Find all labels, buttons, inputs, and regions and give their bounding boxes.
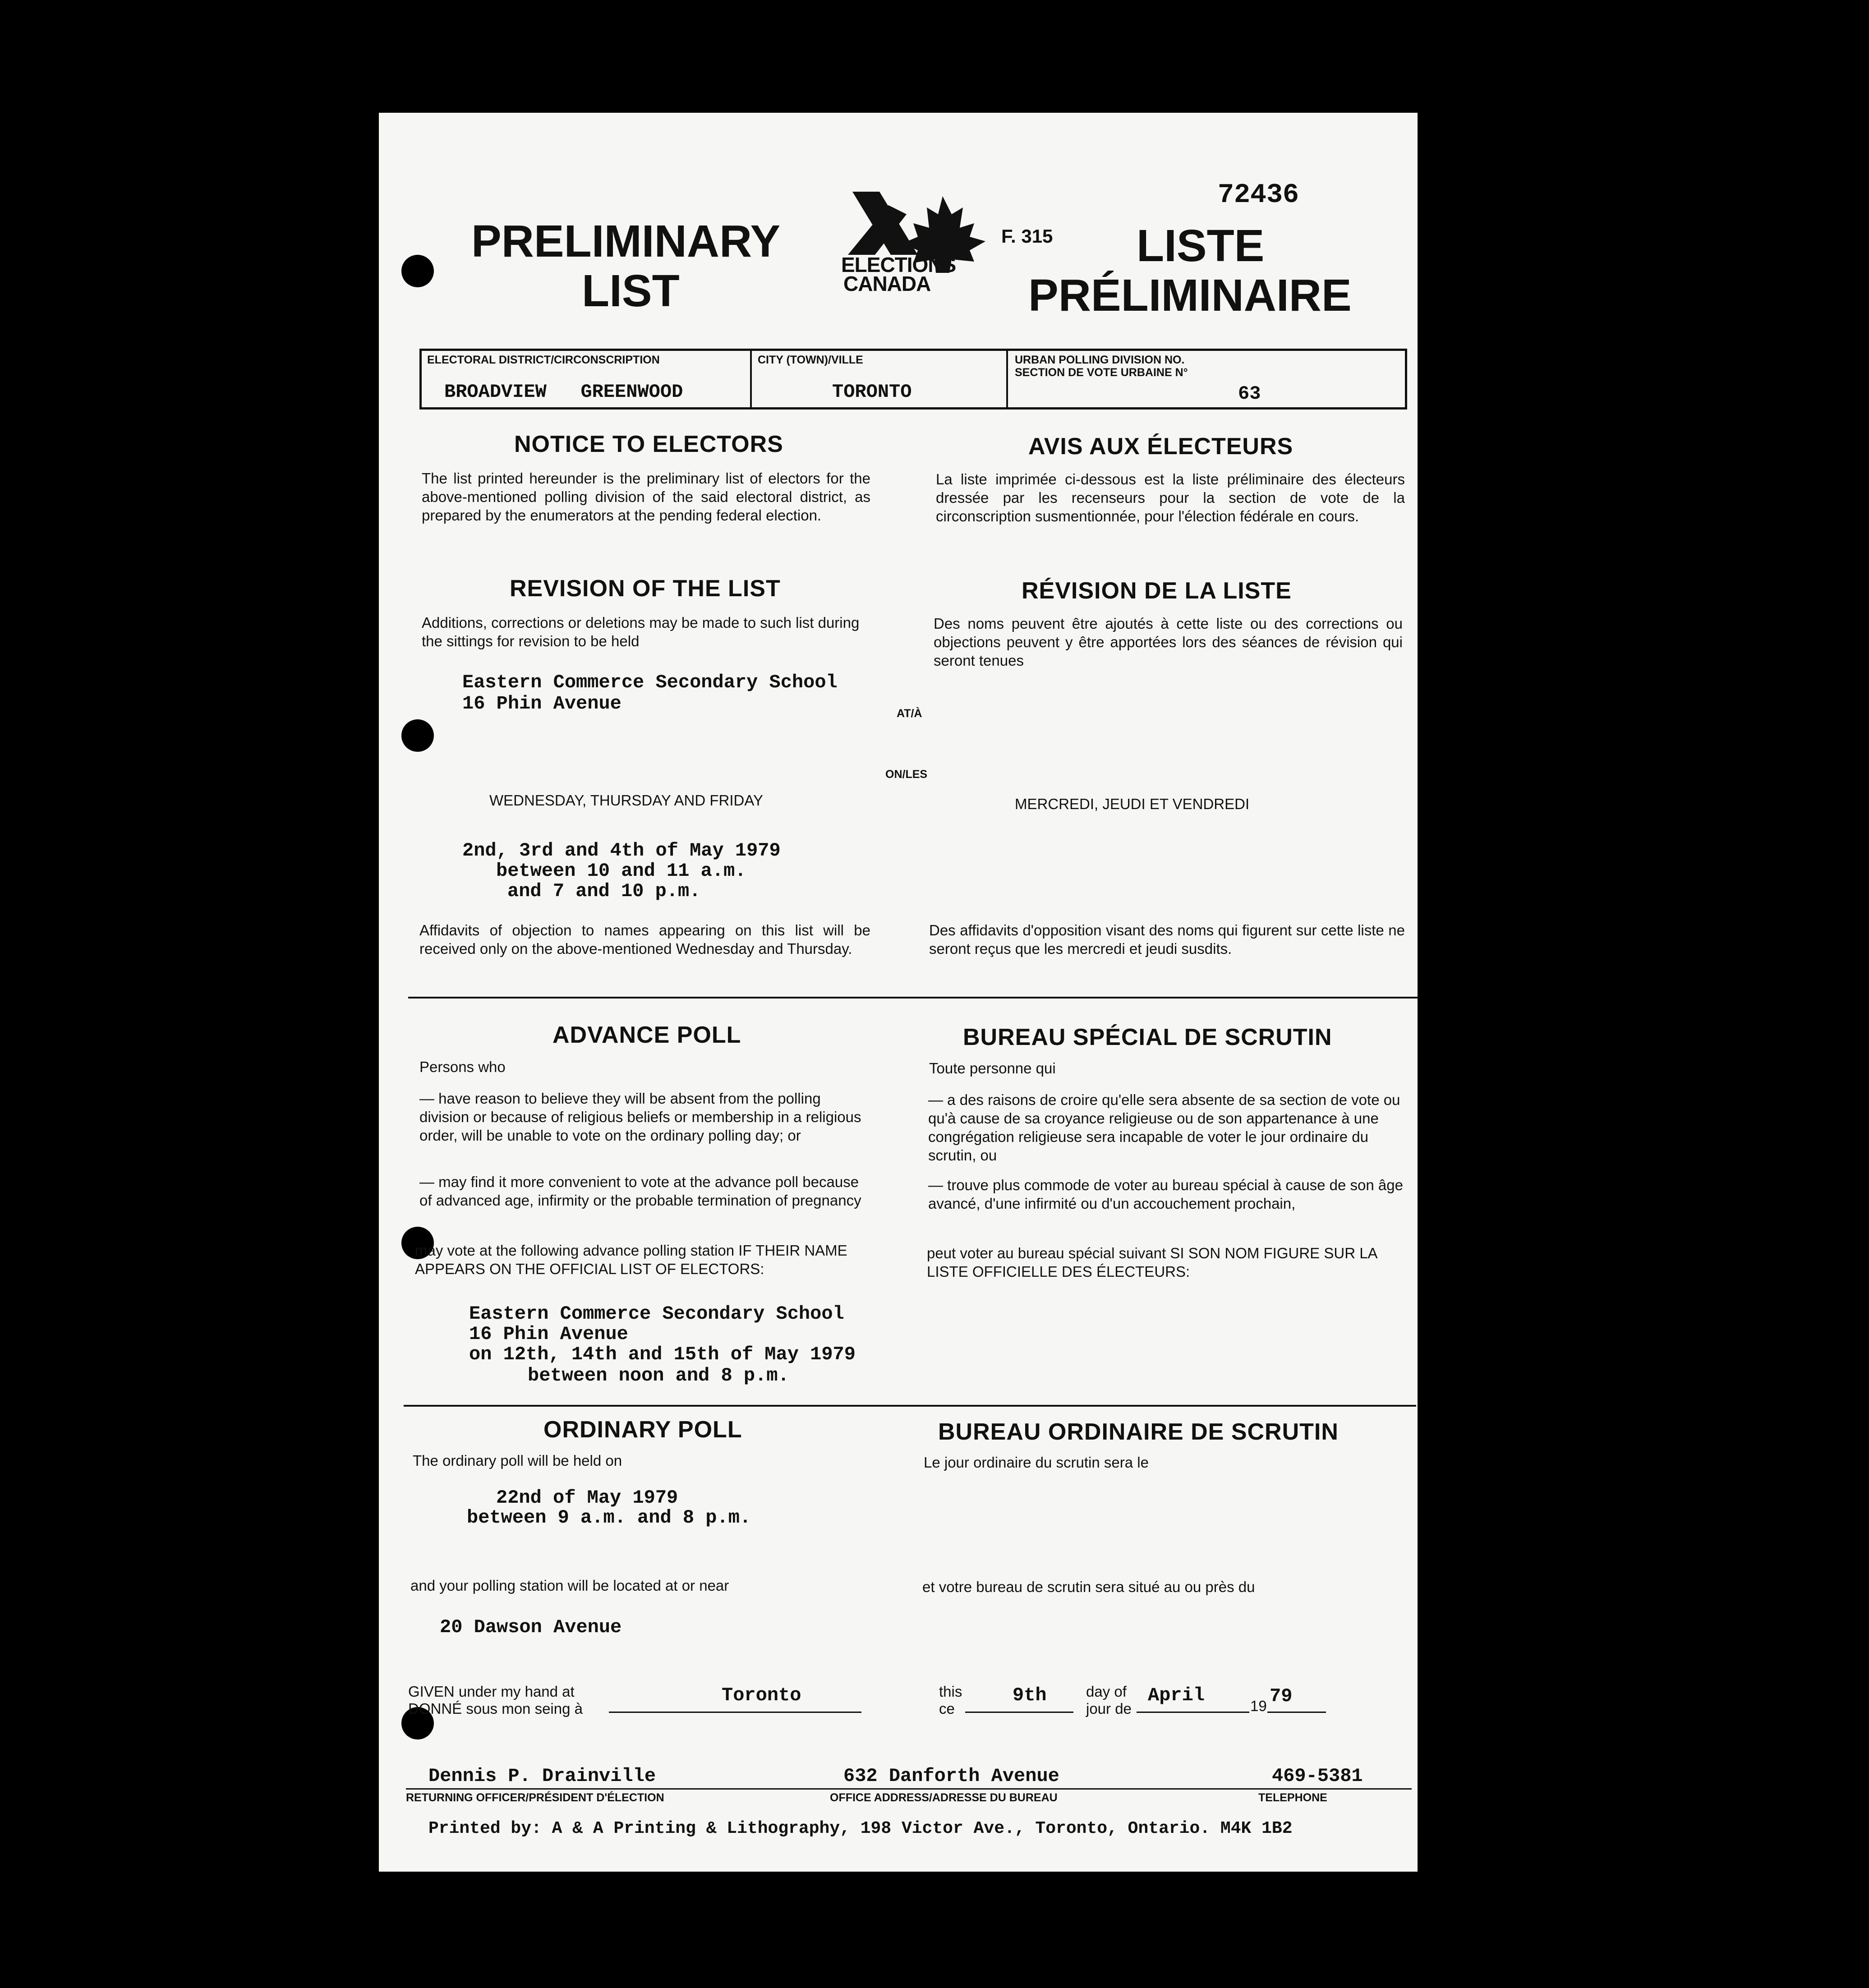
this-label-en: this [939,1683,962,1700]
punch-hole [401,719,434,752]
left-title-line2: LIST [582,266,680,316]
affidavit-text-fr: Des affidavits d'opposition visant des noms qui figurent sur cette liste ne seront reçus que les mercredi et jeudi susdits. [929,922,1405,957]
division-value: 63 [1238,383,1261,405]
revision-location-line2: 16 Phin Avenue [462,693,621,714]
revision-heading-en: REVISION OF THE LIST [510,575,781,602]
revision-days-fr: MERCREDI, JEUDI ET VENDREDI [1015,796,1250,812]
district-label: ELECTORAL DISTRICT/CIRCONSCRIPTION [427,354,660,366]
place-value: Toronto [722,1684,801,1706]
this-label-fr: ce [939,1700,955,1717]
section-divider [404,1405,1416,1407]
city-value: TORONTO [832,381,912,403]
city-label: CITY (TOWN)/VILLE [758,354,863,366]
right-title-line1: LISTE [1137,221,1265,271]
dayof-label-en: day of [1086,1683,1127,1700]
info-box [419,349,1407,410]
station-text-en: and your polling station will be located at or near [410,1577,729,1594]
affidavit-text-en: Affidavits of objection to names appearing on this list will be received only on the above-mentioned Wednesday and Thursday. [419,922,870,957]
notice-text-fr: La liste imprimée ci-dessous est la liste préliminaire des électeurs dressée par les recenseurs pour la section de vote de la circonscription susmentionnée, pour l'élection fédérale en cours. [936,471,1405,525]
advance-intro-en: Persons who [419,1058,506,1075]
advance-location-line1: Eastern Commerce Secondary School [469,1303,844,1325]
advance-closing-fr: peut voter au bureau spécial suivant SI SON NOM FIGURE SUR LA LISTE OFFICIELLE DES ÉLECTEURS: [927,1245,1377,1280]
advance-item1-fr: — a des raisons de croire qu'elle sera absente de sa section de vote ou qu'à cause de sa croyance religieuse ou de son appartenance à une congrégation religieuse sera incapable de voter le jour ordinaire du scrutin, ou [928,1091,1400,1164]
month-value: April [1148,1684,1205,1706]
revision-text-fr: Des noms peuvent être ajoutés à cette liste ou des corrections ou objections peuvent y être apportées lors des séances de révision qui seront tenues [934,615,1403,669]
division-label-1: URBAN POLLING DIVISION NO. [1015,354,1185,366]
notice-text-en: The list printed hereunder is the preliminary list of electors for the above-mentioned polling division of the said electoral district, as prepared by the enumerators at the pending federal election. [422,470,870,524]
revision-heading-fr: RÉVISION DE LA LISTE [1022,578,1292,604]
ordinary-date-line1: 22nd of May 1979 [496,1487,678,1509]
advance-intro-fr: Toute personne qui [929,1060,1056,1077]
advance-location-line3: on 12th, 14th and 15th of May 1979 [469,1344,856,1365]
revision-days-en: WEDNESDAY, THURSDAY AND FRIDAY [489,792,763,809]
address-value: 632 Danforth Avenue [843,1765,1059,1787]
serial-number: 72436 [1218,180,1299,211]
day-underline [965,1712,1073,1713]
advance-poll-heading-en: ADVANCE POLL [552,1022,741,1048]
advance-item2-fr: — trouve plus commode de voter au bureau spécial à cause de son âge avancé, d'une infirmité ou d'un accouchement prochain, [928,1177,1403,1212]
revision-dates-line2: between 10 and 11 a.m. [496,860,746,882]
officer-label: RETURNING OFFICER/PRÉSIDENT D'ÉLECTION [406,1791,664,1804]
form-number: F. 315 [1001,225,1053,247]
elections-canada-logo [839,187,992,300]
punch-hole [401,255,434,287]
advance-poll-heading-fr: BUREAU SPÉCIAL DE SCRUTIN [963,1024,1332,1050]
district-value: BROADVIEW GREENWOOD [444,381,683,403]
left-title-line1: PRELIMINARY [471,216,781,267]
document-page [379,113,1418,1872]
day-value: 9th [1013,1684,1047,1706]
address-label: OFFICE ADDRESS/ADRESSE DU BUREAU [830,1791,1058,1804]
month-underline [1137,1712,1249,1713]
revision-location-line1: Eastern Commerce Secondary School [462,672,838,693]
station-value: 20 Dawson Avenue [440,1616,622,1638]
dayof-label-fr: jour de [1086,1700,1132,1717]
right-title-line2: PRÉLIMINAIRE [1028,270,1352,321]
ordinary-text-en: The ordinary poll will be held on [413,1452,622,1469]
station-text-fr: et votre bureau de scrutin sera situé au ou près du [922,1578,1255,1595]
at-label: AT/À [897,707,922,720]
given-label-en: GIVEN under my hand at [408,1683,575,1700]
year-value: 79 [1270,1685,1293,1707]
advance-item1-en: — have reason to believe they will be absent from the polling division or because of religious beliefs or membership in a religious order, will be unable to vote on the ordinary polling day; or [419,1090,861,1144]
advance-item2-en: — may find it more convenient to vote at the advance poll because of advanced age, infirmity or the probable termination of pregnancy [419,1173,861,1209]
footer-rule [406,1788,1412,1790]
officer-value: Dennis P. Drainville [428,1765,656,1787]
advance-location-line4: between noon and 8 p.m. [528,1365,789,1386]
notice-heading-fr: AVIS AUX ÉLECTEURS [1028,433,1294,460]
advance-location-line2: 16 Phin Avenue [469,1323,628,1345]
division-label-2: SECTION DE VOTE URBAINE N° [1015,366,1188,379]
notice-heading-en: NOTICE TO ELECTORS [514,431,783,457]
ordinary-text-fr: Le jour ordinaire du scrutin sera le [924,1454,1149,1471]
on-label: ON/LES [885,768,928,781]
ordinary-poll-heading-fr: BUREAU ORDINAIRE DE SCRUTIN [938,1419,1339,1445]
printer-line: Printed by: A & A Printing & Lithography, 198 Victor Ave., Toronto, Ontario. M4K 1B2 [428,1819,1293,1838]
year-prefix: 19 [1250,1698,1267,1714]
place-underline [609,1712,861,1713]
logo-line1: ELECTIONS [841,253,956,276]
year-underline [1267,1712,1326,1713]
revision-dates-line1: 2nd, 3rd and 4th of May 1979 [462,840,781,861]
phone-label: TELEPHONE [1258,1791,1327,1804]
ordinary-poll-heading-en: ORDINARY POLL [543,1417,742,1443]
revision-dates-line3: and 7 and 10 p.m. [507,880,701,902]
phone-value: 469-5381 [1272,1765,1363,1787]
advance-closing-en: may vote at the following advance polling station IF THEIR NAME APPEARS ON THE OFFICIAL LIST OF ELECTORS: [415,1242,847,1277]
ordinary-date-line2: between 9 a.m. and 8 p.m. [467,1507,751,1528]
revision-text-en: Additions, corrections or deletions may be made to such list during the sittings for revision to be held [422,614,860,649]
logo-line2: CANADA [843,272,931,295]
given-label-fr: DONNÉ sous mon seing à [408,1700,583,1717]
section-divider [408,997,1418,999]
